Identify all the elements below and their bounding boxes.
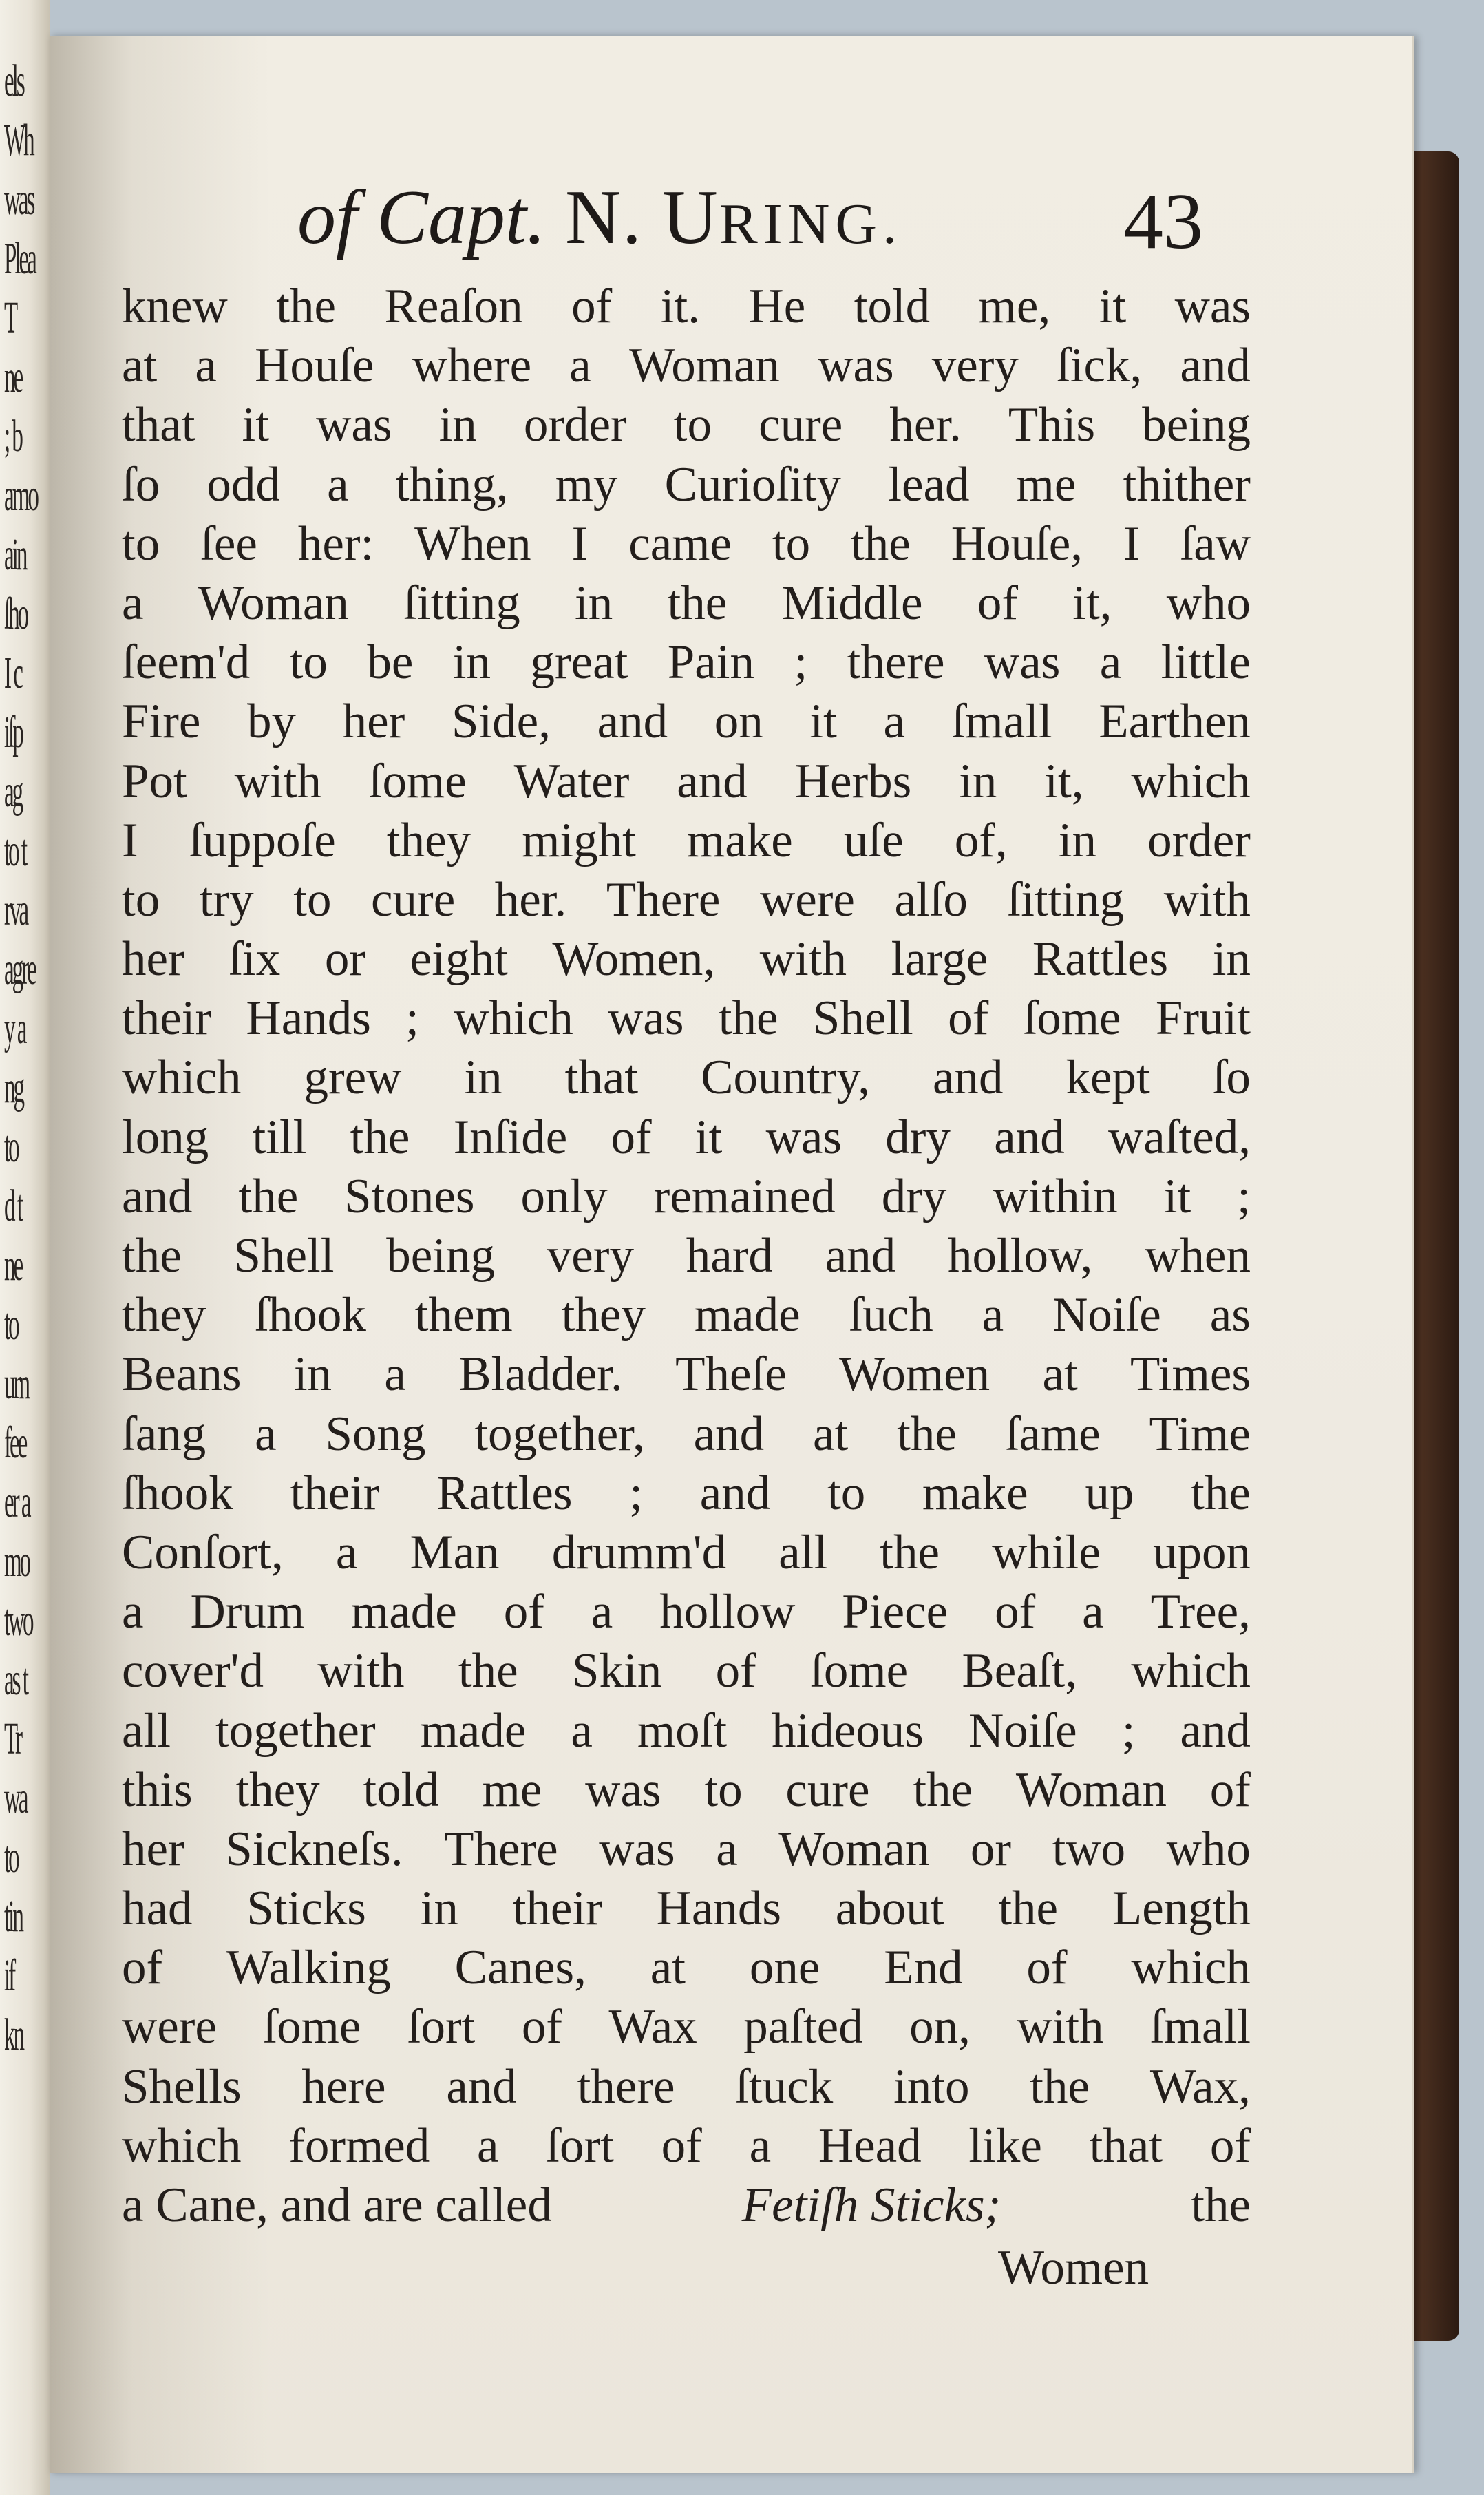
facing-page-fragment: Tr: [4, 1714, 21, 1764]
book-page: [50, 36, 1414, 2473]
facing-page-fragment: ne: [4, 1240, 22, 1290]
text-line: a Woman ſitting in the Middle of it, who: [122, 576, 1251, 630]
facing-page-fragment: was: [4, 174, 34, 224]
text-line: Beans in a Bladder. Theſe Women at Times: [122, 1347, 1251, 1402]
text-line: Fire by her Side, and on it a ſmall Earthen: [122, 695, 1251, 749]
text-line: that it was in order to cure her. This being: [122, 398, 1251, 452]
facing-page-fragment: ng: [4, 1062, 23, 1113]
facing-page-fragment: to: [4, 1122, 18, 1172]
text-line: ſhook their Rattles ; and to make up the: [122, 1466, 1251, 1520]
text-line: I ſuppoſe they might make uſe of, in order: [122, 813, 1251, 867]
catchword: Women: [998, 2241, 1149, 2295]
running-head-prefix: of: [297, 175, 358, 260]
text-line: were ſome ſort of Wax paſted on, with ſmall: [122, 2000, 1251, 2054]
text-line: of Walking Canes, at one End of which: [122, 1941, 1251, 1995]
facing-page-fragment: Wh: [4, 115, 33, 165]
facing-page-fragment: kn: [4, 2010, 23, 2060]
page-number: 43: [1123, 178, 1203, 266]
facing-page-fragment: ne: [4, 352, 22, 402]
text-line: ſeem'd to be in great Pain ; there was a little: [122, 635, 1251, 690]
text-line: knew the Reaſon of it. He told me, it was: [122, 280, 1251, 333]
text-line: to ſee her: When I came to the Houſe, I ſaw: [122, 516, 1251, 571]
facing-page-fragment: wa: [4, 1773, 27, 1823]
facing-page-fragment: ſho: [4, 589, 28, 639]
facing-page-fragment: ag: [4, 766, 22, 817]
text-line: at a Houſe where a Woman was very ſick, and: [122, 339, 1251, 393]
facing-page-fragment: iſp: [4, 707, 22, 757]
text-line: this they told me was to cure the Woman of: [122, 1762, 1251, 1817]
text-line: and the Stones only remained dry within it ;: [122, 1169, 1251, 1223]
running-head-surname-cap: U: [661, 175, 719, 260]
text-line: Shells here and there ſtuck into the Wax,: [122, 2059, 1251, 2114]
facing-page-fragment: I c: [4, 648, 21, 698]
text-line: ſo odd a thing, my Curioſity lead me thither: [122, 457, 1251, 512]
facing-page-fragment: as t: [4, 1654, 27, 1705]
facing-page-fragment: fee: [4, 1418, 26, 1468]
text-line: her Sickneſs. There was a Woman or two who: [122, 1822, 1251, 1876]
facing-page-fragment: to: [4, 1832, 18, 1882]
text-line-last: [122, 2176, 1251, 2235]
facing-page-fragment: er a: [4, 1477, 30, 1527]
facing-page-fragment: els: [4, 56, 23, 106]
facing-page-fragment: rva: [4, 885, 28, 935]
facing-page-fragment: y a: [4, 1003, 25, 1053]
facing-page-fragment: amo: [4, 470, 37, 520]
facing-page-fragment: urn: [4, 1358, 28, 1409]
facing-page-fragment: two: [4, 1595, 32, 1645]
text-line: Conſort, a Man drumm'd all the while upon: [122, 1525, 1251, 1579]
running-head-title: Capt.: [377, 175, 546, 260]
text-line: which formed a ſort of a Head like that of: [122, 2118, 1251, 2173]
running-head-surname-rest: RING.: [719, 192, 903, 256]
text-line: Pot with ſome Water and Herbs in it, which: [122, 754, 1251, 808]
running-head: [297, 173, 902, 262]
page-header: [256, 153, 1233, 266]
text-line: their Hands ; which was the Shell of ſome Fruit: [122, 991, 1251, 1046]
facing-page-fragment: T: [4, 293, 17, 343]
text-line: her ſix or eight Women, with large Rattles in: [122, 932, 1251, 987]
facing-page-fragment: mo: [4, 1536, 30, 1586]
facing-page-edge: [0, 0, 50, 2495]
facing-page-fragment: ; b: [4, 411, 21, 461]
fetish-sticks-italic: Fetiſh Sticks;: [741, 2178, 1001, 2232]
text-line: they ſhook them they made ſuch a Noiſe as: [122, 1288, 1251, 1343]
facing-page-fragment: d t: [4, 1181, 21, 1231]
running-head-initial: N.: [564, 175, 643, 260]
text-line: long till the Inſide of it was dry and waſted,: [122, 1110, 1251, 1164]
facing-page-fragment: to: [4, 1299, 18, 1349]
text-line: the Shell being very hard and hollow, when: [122, 1229, 1251, 1283]
text-line: to try to cure her. There were alſo ſitting with: [122, 872, 1251, 927]
last-line-start: a Cane, and are called: [122, 2178, 552, 2232]
last-line-end: the: [1191, 2178, 1251, 2232]
facing-page-fragment: tin: [4, 1891, 22, 1941]
text-line: ſang a Song together, and at the ſame Time: [122, 1407, 1251, 1461]
facing-page-fragment: if: [4, 1950, 14, 2001]
text-line: which grew in that Country, and kept ſo: [122, 1051, 1251, 1105]
text-line: had Sticks in their Hands about the Length: [122, 1882, 1251, 1936]
facing-page-fragment: ain: [4, 529, 26, 580]
facing-page-fragment: agre: [4, 944, 35, 994]
body-text: [122, 277, 1251, 2235]
facing-page-fragment: to t: [4, 825, 26, 876]
text-line: a Drum made of a hollow Piece of a Tree,: [122, 1585, 1251, 1639]
facing-page-fragment: Plea: [4, 233, 35, 284]
text-line: cover'd with the Skin of ſome Beaſt, which: [122, 1644, 1251, 1698]
text-line: all together made a moſt hideous Noiſe ; and: [122, 1703, 1251, 1758]
